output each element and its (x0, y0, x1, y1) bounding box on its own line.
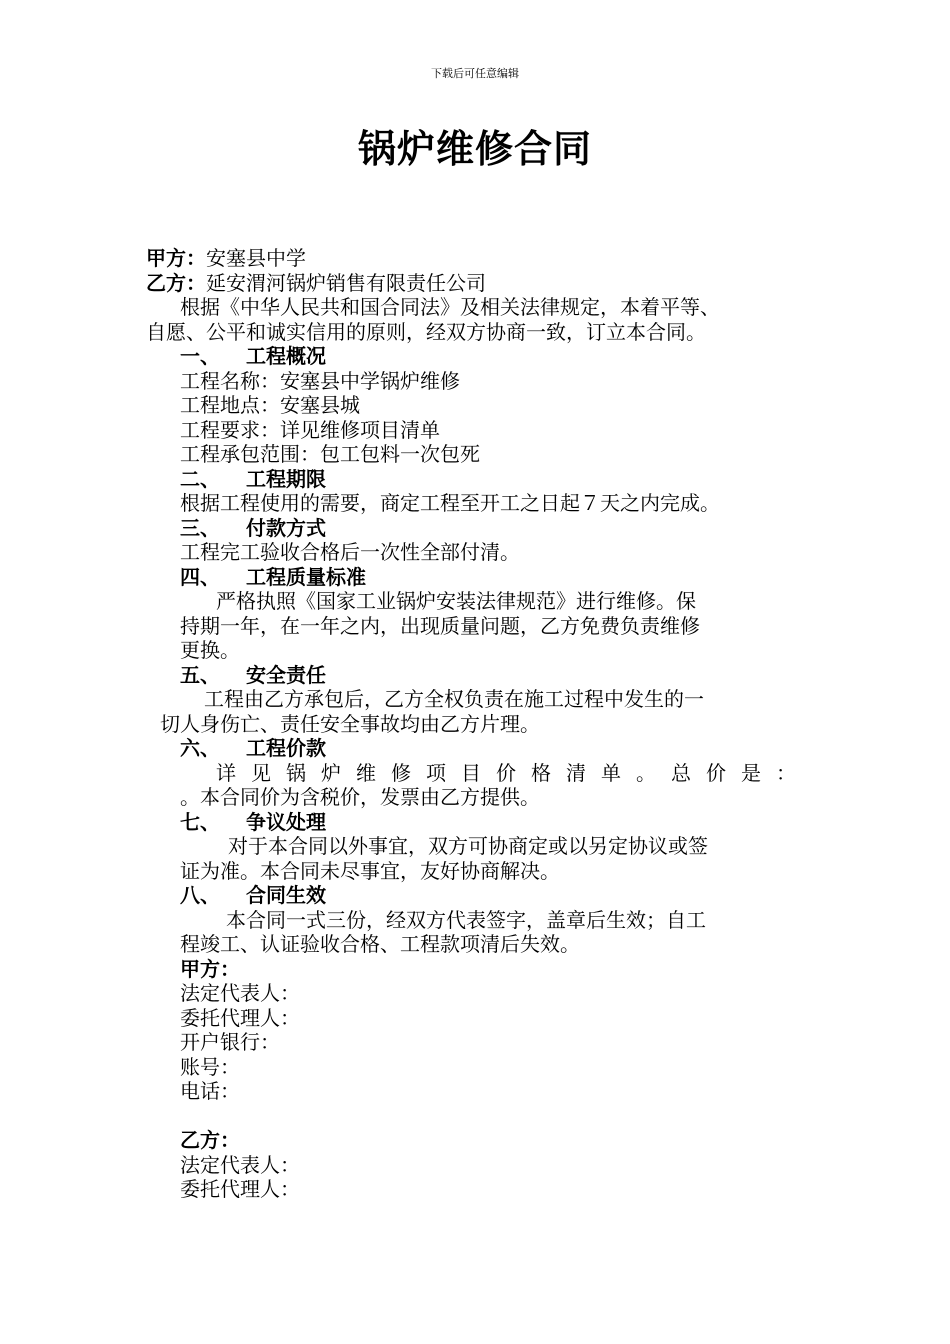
section-heading (146, 883, 826, 908)
section-line: 证为准。本合同未尽事宜，友好协商解决。 (180, 858, 560, 883)
header-note: 下载后可任意编辑 (431, 67, 519, 80)
section-line: 工程名称：安塞县中学锅炉维修 (180, 368, 460, 393)
document-title: 锅炉维修合同 (357, 126, 592, 171)
section-number: 四、 (180, 564, 220, 589)
section-heading (146, 565, 826, 590)
section-number: 七、 (180, 809, 220, 834)
section-title: 安全责任 (246, 662, 326, 687)
section-heading (146, 736, 826, 761)
signature-field: 法定代表人： (180, 981, 300, 1005)
section-title: 争议处理 (246, 809, 326, 834)
section-line: 详见锅炉维修项目价格清单。总价是： (216, 760, 796, 785)
signature-field: 开户银行： (180, 1030, 280, 1054)
signature-b-label: 乙方： (180, 1128, 240, 1152)
section-line: 工程完工验收合格后一次性全部付清。 (180, 540, 520, 564)
party-b-label: 乙方： (146, 270, 206, 295)
section-number: 六、 (180, 736, 220, 760)
section-line: 严格执照《国家工业锅炉安装法律规范》进行维修。保 (216, 589, 696, 613)
section-number: 一、 (180, 344, 220, 368)
section-line: 根据工程使用的需要，商定工程至开工之日起７天之内完成。 (180, 491, 720, 515)
section-line: 本合同一式三份，经双方代表签字，盖章后生效；自工 (226, 907, 706, 932)
section-title: 工程质量标准 (246, 564, 366, 589)
party-a-label: 甲方： (146, 246, 206, 270)
intro-line: 自愿、公平和诚实信用的原则，经双方协商一致，订立本合同。 (146, 319, 706, 344)
party-b-value: 延安渭河锅炉销售有限责任公司 (206, 270, 486, 295)
section-line: 工程要求：详见维修项目清单 (180, 417, 440, 442)
section-title: 工程期限 (246, 466, 326, 491)
party-a-line (146, 246, 826, 271)
contract-body (146, 246, 826, 1202)
signature-field: 法定代表人： (180, 1152, 300, 1177)
section-heading (146, 810, 826, 835)
section-line: 工程由乙方承包后，乙方全权负责在施工过程中发生的一 (204, 687, 704, 711)
signature-field: 账号： (180, 1054, 240, 1079)
section-heading (146, 516, 826, 541)
section-line: 工程地点：安塞县城 (180, 393, 360, 417)
section-line: 对于本合同以外事宜，双方可协商定或以另定协议或签 (228, 834, 708, 858)
signature-field: 委托代理人： (180, 1177, 300, 1201)
section-title: 工程概况 (246, 344, 326, 368)
section-line: 工程承包范围：包工包料一次包死 (180, 442, 480, 466)
section-heading (146, 663, 826, 688)
section-line: 持期一年，在一年之内，出现质量问题，乙方免费负责维修 (180, 613, 700, 638)
section-number: 三、 (180, 515, 220, 540)
section-number: 二、 (180, 466, 220, 491)
section-title: 付款方式 (246, 515, 326, 540)
section-heading (146, 344, 826, 369)
section-heading (146, 467, 826, 492)
signature-field: 电话： (180, 1079, 240, 1103)
party-a-value: 安塞县中学 (206, 246, 306, 270)
section-line: 。本合同价为含税价，发票由乙方提供。 (180, 785, 540, 809)
section-number: 五、 (180, 662, 220, 687)
party-b-line (146, 271, 826, 296)
signature-a-label: 甲方： (180, 956, 240, 981)
section-title: 工程价款 (246, 736, 326, 760)
intro-line: 根据《中华人民共和国合同法》及相关法律规定，本着平等、 (180, 295, 720, 319)
section-line: 程竣工、认证验收合格、工程款项清后失效。 (180, 932, 580, 956)
section-line: 切人身伤亡、责任安全事故均由乙方片理。 (160, 711, 540, 736)
spacer (146, 1104, 826, 1129)
signature-field: 委托代理人： (180, 1005, 300, 1030)
section-title: 合同生效 (246, 883, 326, 907)
section-number: 八、 (180, 883, 220, 907)
section-line: 更换。 (180, 638, 240, 662)
